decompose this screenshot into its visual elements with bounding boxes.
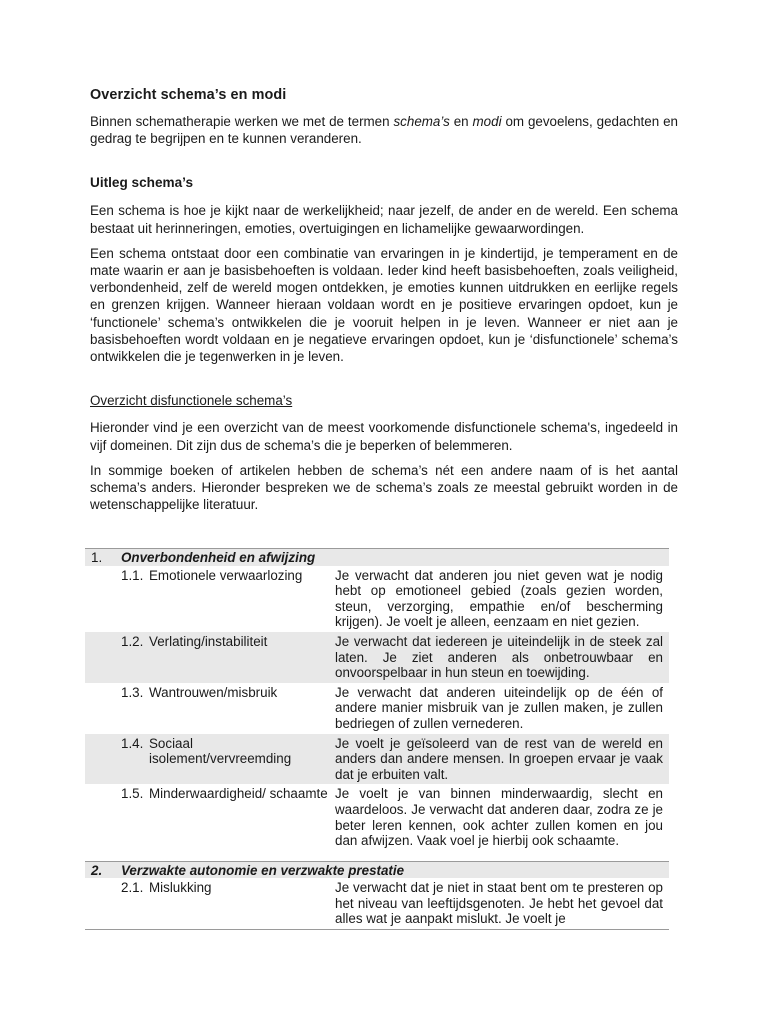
schema-description: Je voelt je van binnen minderwaardig, slecht en waardeloos. Je verwacht dat anderen daar, zodra ze je beter leren kennen, ook achter zullen komen en jou dan afwijzen. Vaak voel je hierbij ook schaamte.	[335, 786, 663, 849]
schema-description: Je verwacht dat je niet in staat bent om te presteren op het niveau van leeftijdsgenoten. Je hebt het gevoel dat alles wat je aanpakt mislukt. Je voelt je	[333, 878, 669, 929]
domain-title: Onverbondenheid en afwijzing	[121, 549, 669, 566]
schema-name-cell	[85, 632, 333, 683]
heading-overzicht-disfunctionele: Overzicht disfunctionele schema’s	[90, 393, 293, 409]
domain-row-1	[85, 549, 669, 566]
schema-name: Emotionele verwaarlozing	[149, 567, 303, 583]
schema-number: 1.4.	[121, 735, 144, 751]
schema-table	[85, 548, 669, 930]
schema-name-cell	[85, 683, 333, 734]
schema-description: Je verwacht dat anderen jou niet geven wat je nodig hebt op emotioneel gebied (zoals gezien worden, steun, verzorging, empathie en/of bescherming krijgen). Je voelt je alleen, eenzaam en niet gezien.	[335, 567, 663, 630]
schema-name: Sociaal isolement/vervreemding	[149, 735, 292, 767]
document-title: Overzicht schema’s en modi	[90, 87, 287, 103]
schema-name: Wantrouwen/misbruik	[149, 684, 278, 700]
schema-name-cell	[85, 784, 333, 850]
schema-name-cell	[85, 566, 333, 632]
table-row	[85, 734, 669, 785]
table-row	[85, 784, 669, 850]
domain-number: 1.	[85, 549, 121, 566]
heading-uitleg-schemas: Uitleg schema’s	[90, 175, 194, 191]
domain-title: Verzwakte autonomie en verzwakte prestatie	[121, 861, 669, 878]
schema-description: Je voelt je geïsoleerd van de rest van de wereld en anders dan andere mensen. In groepen ervaar je vaak dat je erbuiten valt.	[333, 734, 669, 785]
schema-number: 1.3.	[121, 684, 144, 700]
table-row	[85, 566, 669, 632]
schema-description: Je verwacht dat iedereen je uiteindelijk in de steek zal laten. Je ziet anderen als onbetrouwbaar en onvoorspelbaar in hun steun en toewijding.	[333, 632, 669, 683]
schema-name: Mislukking	[149, 880, 212, 896]
intro-paragraph: Binnen schematherapie werken we met de termen schema’s en modi om gevoelens, gedachten en gedrag te begrijpen en te kunnen veranderen.	[90, 114, 678, 147]
schema-description: Je verwacht dat anderen uiteindelijk op de één of andere manier misbruik van je zullen maken, je zullen bedriegen of zullen vernederen.	[335, 684, 663, 731]
schema-number: 2.1.	[121, 880, 144, 896]
overzicht-paragraph-1: Hieronder vind je een overzicht van de meest voorkomende disfunctionele schema's, ingedeeld in vijf domeinen. Dit zijn dus de schema’s die je beperken of belemmeren.	[90, 420, 678, 453]
schema-name-cell	[85, 878, 333, 929]
table-row	[85, 632, 669, 683]
schema-number: 1.1.	[121, 567, 144, 583]
table-spacer	[85, 851, 669, 862]
table-row	[85, 878, 669, 929]
domain-row-2	[85, 861, 669, 878]
schema-name-cell	[85, 734, 333, 785]
overzicht-paragraph-2: In sommige boeken of artikelen hebben de schema’s nét een andere naam of is het aantal schema’s anders. Hieronder bespreken we de schema’s zoals ze meestal gebruikt worden in de wetenschappelijke literatuur.	[90, 462, 678, 513]
uitleg-paragraph-2: Een schema ontstaat door een combinatie van ervaringen in je kindertijd, je temperament en de mate waarin er aan je basisbehoeften is voldaan. Ieder kind heeft basisbehoeften, zoals veiligheid, verbondenheid, zelf de wereld mogen ontdekken, je emoties kunnen uitdrukken en eerlijke regels en grenzen krijgen. Wanneer hieraan voldaan wordt en je positieve ervaringen opdoet, kun je ‘functionele’ schema’s ontwikkelen die je vooruit helpen in je leven. Wanneer er niet aan je basisbehoeften wordt voldaan en je negatieve ervaringen opdoet, kun je ‘disfunctionele’ schema’s ontwikkelen die je tegenwerken in je leven.	[90, 245, 678, 365]
schema-name: Minderwaardigheid/ schaamte	[149, 786, 328, 802]
document-content	[90, 86, 678, 513]
uitleg-paragraph-1: Een schema is hoe je kijkt naar de werkelijkheid; naar jezelf, de ander en de wereld. Een schema bestaat uit herinneringen, emoties, overtuigingen en lichamelijke gewaarwordingen.	[90, 203, 678, 236]
schema-number: 1.5.	[121, 786, 144, 802]
schema-number: 1.2.	[121, 633, 144, 649]
schema-name: Verlating/instabiliteit	[149, 633, 268, 649]
table-row	[85, 683, 669, 734]
domain-number: 2.	[85, 861, 121, 878]
